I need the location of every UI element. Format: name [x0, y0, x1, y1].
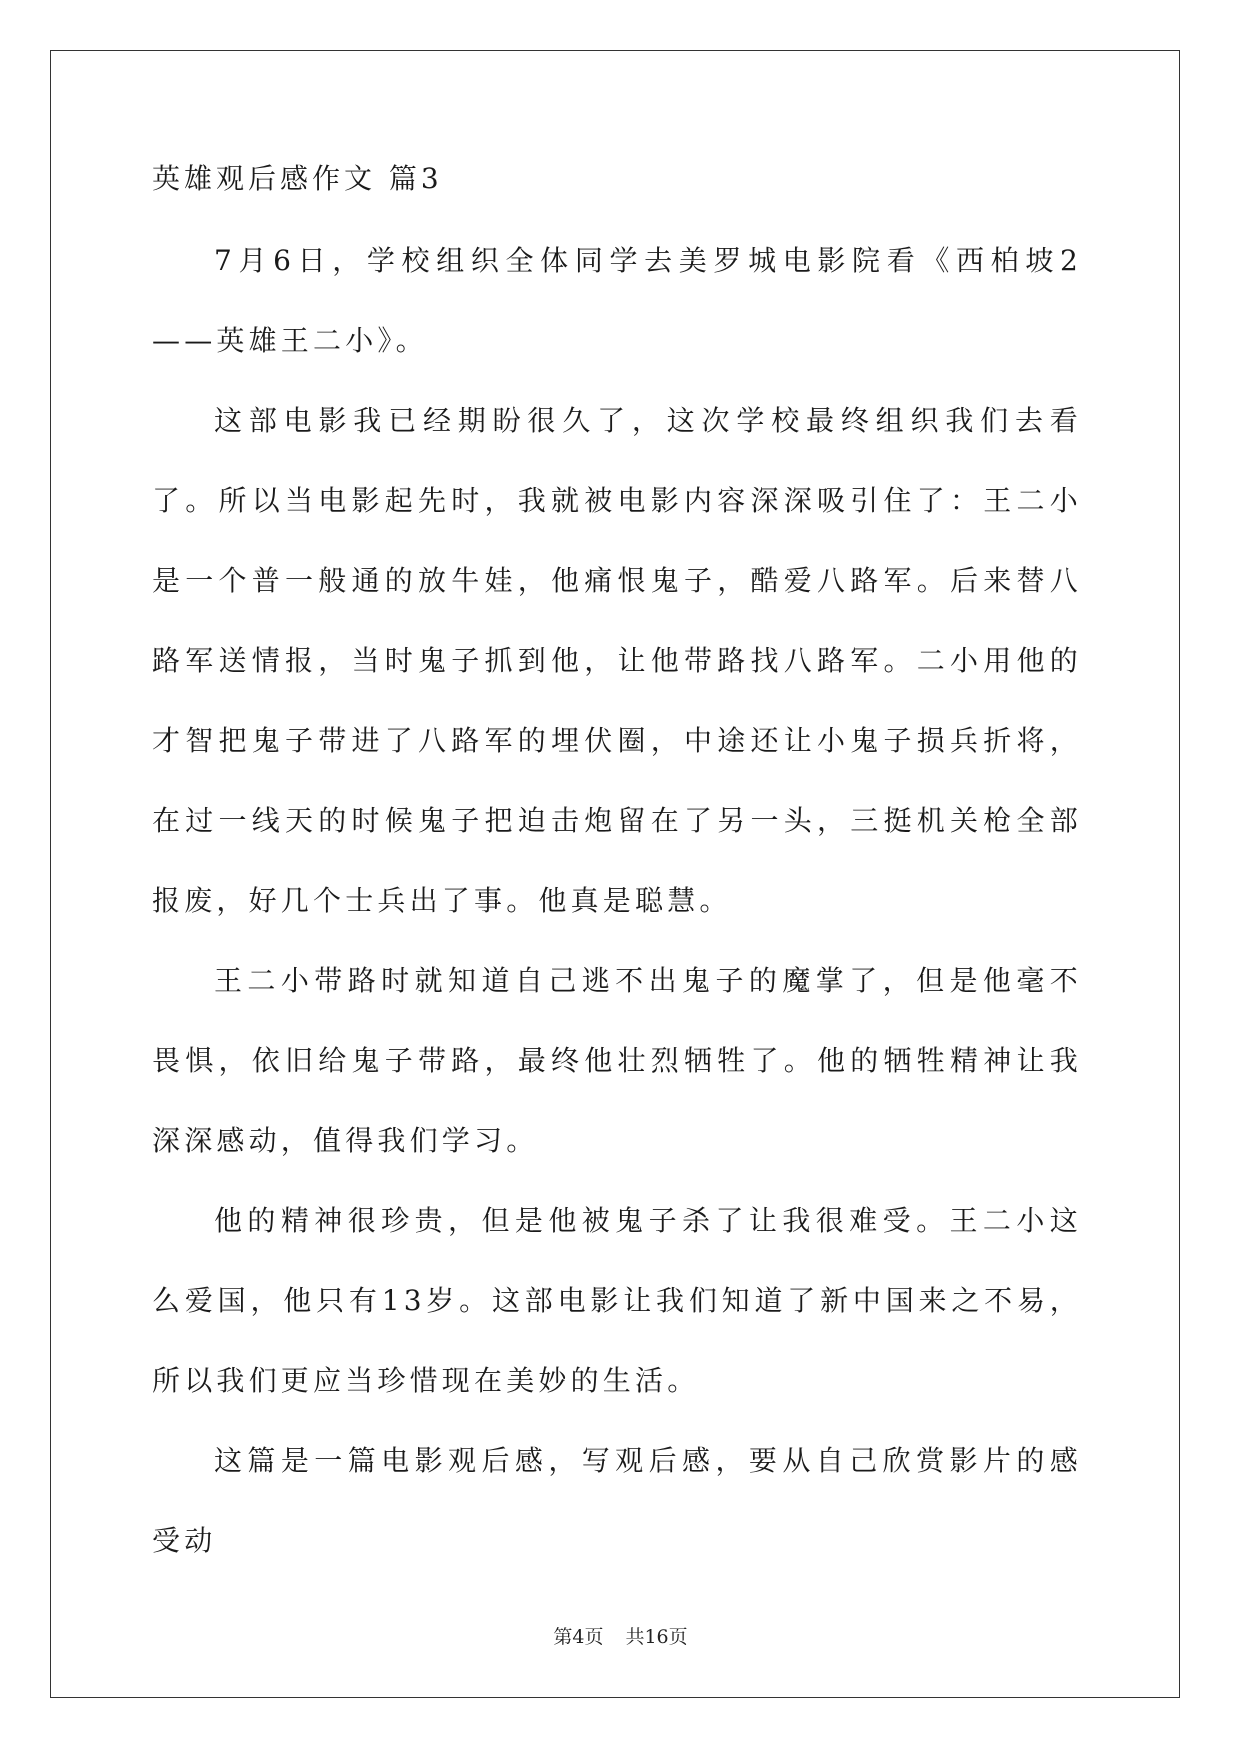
page-number: 第4页 [553, 1626, 604, 1648]
paragraph-4: 他的精神很珍贵，但是他被鬼子杀了让我很难受。王二小这么爱国，他只有13岁。这部电影让我们知道了新中国来之不易，所以我们更应当珍惜现在美妙的生活。 [152, 1204, 1082, 1397]
paragraph-5: 这篇是一篇电影观后感，写观后感，要从自己欣赏影片的感受动 [152, 1444, 1082, 1557]
document-heading: 英雄观后感作文 篇3 [152, 162, 443, 195]
paragraph-3: 王二小带路时就知道自己逃不出鬼子的魔掌了，但是他毫不畏惧，依旧给鬼子带路，最终他壮烈牺牲了。他的牺牲精神让我深深感动，值得我们学习。 [152, 964, 1082, 1157]
page-total: 共16页 [625, 1626, 688, 1648]
paragraph-2: 这部电影我已经期盼很久了，这次学校最终组织我们去看了。所以当电影起先时，我就被电影内容深深吸引住了：王二小是一个普一般通的放牛娃，他痛恨鬼子，酷爱八路军。后来替八路军送情报，当时鬼子抓到他，让他带路找八路军。二小用他的才智把鬼子带进了八路军的埋伏圈，中途还让小鬼子损兵折将，在过一线天的时候鬼子把迫击炮留在了另一头，三挺机关枪全部报废，好几个士兵出了事。他真是聪慧。 [152, 404, 1082, 917]
document-body [152, 162, 1082, 1581]
paragraph-1: 7月6日，学校组织全体同学去美罗城电影院看《西柏坡2——英雄王二小》。 [152, 244, 1082, 357]
page-footer [0, 1622, 1241, 1649]
